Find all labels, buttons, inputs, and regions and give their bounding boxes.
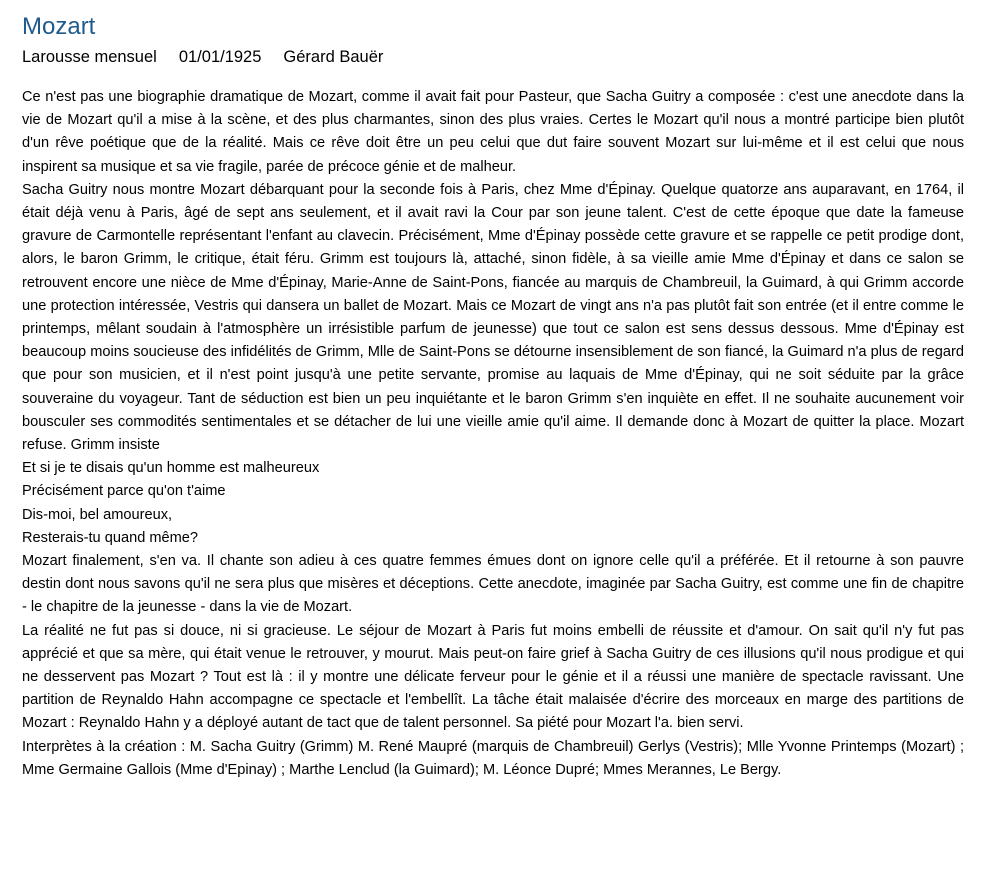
source-name: Larousse mensuel [22, 48, 157, 66]
paragraph: La réalité ne fut pas si douce, ni si gracieuse. Le séjour de Mozart à Paris fut moins embelli de réussite et d'amour. On sait qu'il n'y fut pas apprécié et que sa mère, qui était venue le retrouver, y mourut. Mais peut-on faire grief à Sacha Guitry de ces illusions qu'il nous prodigue et qui ne desservent pas Mozart ? Tout est là : il y montre une délicate ferveur pour le génie et il a réussi une manière de spectacle ravissant. Une partition de Reynaldo Hahn accompagne ce spectacle et l'embellît. La tâche était malaisée d'écrire des morceaux en marge des partitions de Mozart : Reynaldo Hahn y a déployé autant de tact que de talent personnel. Sa piété pour Mozart l'a. bien servi. [22, 622, 964, 732]
publication-date: 01/01/1925 [178, 48, 262, 66]
author-name: Gérard Bauër [283, 48, 384, 66]
article-title: Mozart [22, 13, 96, 40]
paragraph: Ce n'est pas une biographie dramatique de Mozart, comme il avait fait pour Pasteur, que Sacha Guitry a composée : c'est une anecdote dans la vie de Mozart qu'il a mise à la scène, et des plus charmantes, sinon des plus vraies. Certes le Mozart qu'il nous a montré participe bien plutôt d'un rêve poétique que de la réalité. Mais ce rêve doit être un peu celui que dut faire souvent Mozart sur lui-même et il est celui que nous inspirent sa musique et sa vie fragile, parée de précoce génie et de malheur. [22, 89, 964, 175]
paragraph: Mozart finalement, s'en va. Il chante son adieu à ces quatre femmes émues dont on ignore celle qu'il a préférée. Et il retourne à son pauvre destin dont nous savons qu'il ne sera plus que misères et déceptions. Cette anecdote, imaginée par Sacha Guitry, est comme une fin de chapitre - le chapitre de la jeunesse - dans la vie de Mozart. [22, 553, 964, 616]
article-meta [22, 46, 964, 68]
article-body [22, 86, 964, 782]
verse-line: Précisément parce qu'on t'aime [22, 483, 226, 500]
paragraph: Interprètes à la création : M. Sacha Guitry (Grimm) M. René Maupré (marquis de Chambreuil) Gerlys (Vestris); Mlle Yvonne Printemps (Mozart) ; Mme Germaine Gallois (Mme d'Epinay) ; Marthe Lenclud (la Guimard); M. Léonce Dupré; Mmes Merannes, Le Bergy. [22, 738, 964, 778]
verse-line: Resterais-tu quand même? [22, 529, 199, 546]
verse-line: Dis-moi, bel amoureux, [22, 506, 173, 523]
paragraph: Sacha Guitry nous montre Mozart débarquant pour la seconde fois à Paris, chez Mme d'Épinay. Quelque quatorze ans auparavant, en 1764, il était déjà venu à Paris, âgé de sept ans seulement, et il avait ravi la Cour par son jeune talent. C'est de cette époque que date la fameuse gravure de Carmontelle représentant l'enfant au clavecin. Précisément, Mme d'Épinay possède cette gravure et se rappelle ce petit prodige dont, alors, le baron Grimm, le critique, était féru. Grimm est toujours là, attaché, sinon fidèle, à sa vieille amie Mme d'Épinay et dans ce salon se retrouvent encore une nièce de Mme d'Épinay, Marie-Anne de Saint-Pons, fiancée au marquis de Chambreuil, la Guimard, à qui Grimm accorde une protection intéressée, Vestris qui dansera un ballet de Mozart. Mais ce Mozart de vingt ans n'a pas plutôt fait son entrée (et il entre comme le printemps, mêlant soudain à l'atmosphère un irrésistible parfum de jeunesse) que tout ce salon est sens dessus dessous. Mme d'Épinay est beaucoup moins soucieuse des infidélités de Grimm, Mlle de Saint-Pons se détourne insensiblement de son fiancé, la Guimard n'a plus de regard que pour son musicien, et il n'est point jusqu'à une petite servante, promise au laquais de Mme d'Épinay, qui ne soit séduite par la grâce souveraine du voyageur. Tant de séduction est bien un peu inquiétante et le baron Grimm s'en inquiète en effet. Il ne souhaite aucunement voir bousculer ses commodités sentimentales et se détacher de lui une vieille amie qu'il aime. Il demande donc à Mozart de quitter la place. Mozart refuse. Grimm insiste [22, 181, 964, 454]
verse-line: Et si je te disais qu'un homme est malheureux [22, 460, 320, 477]
